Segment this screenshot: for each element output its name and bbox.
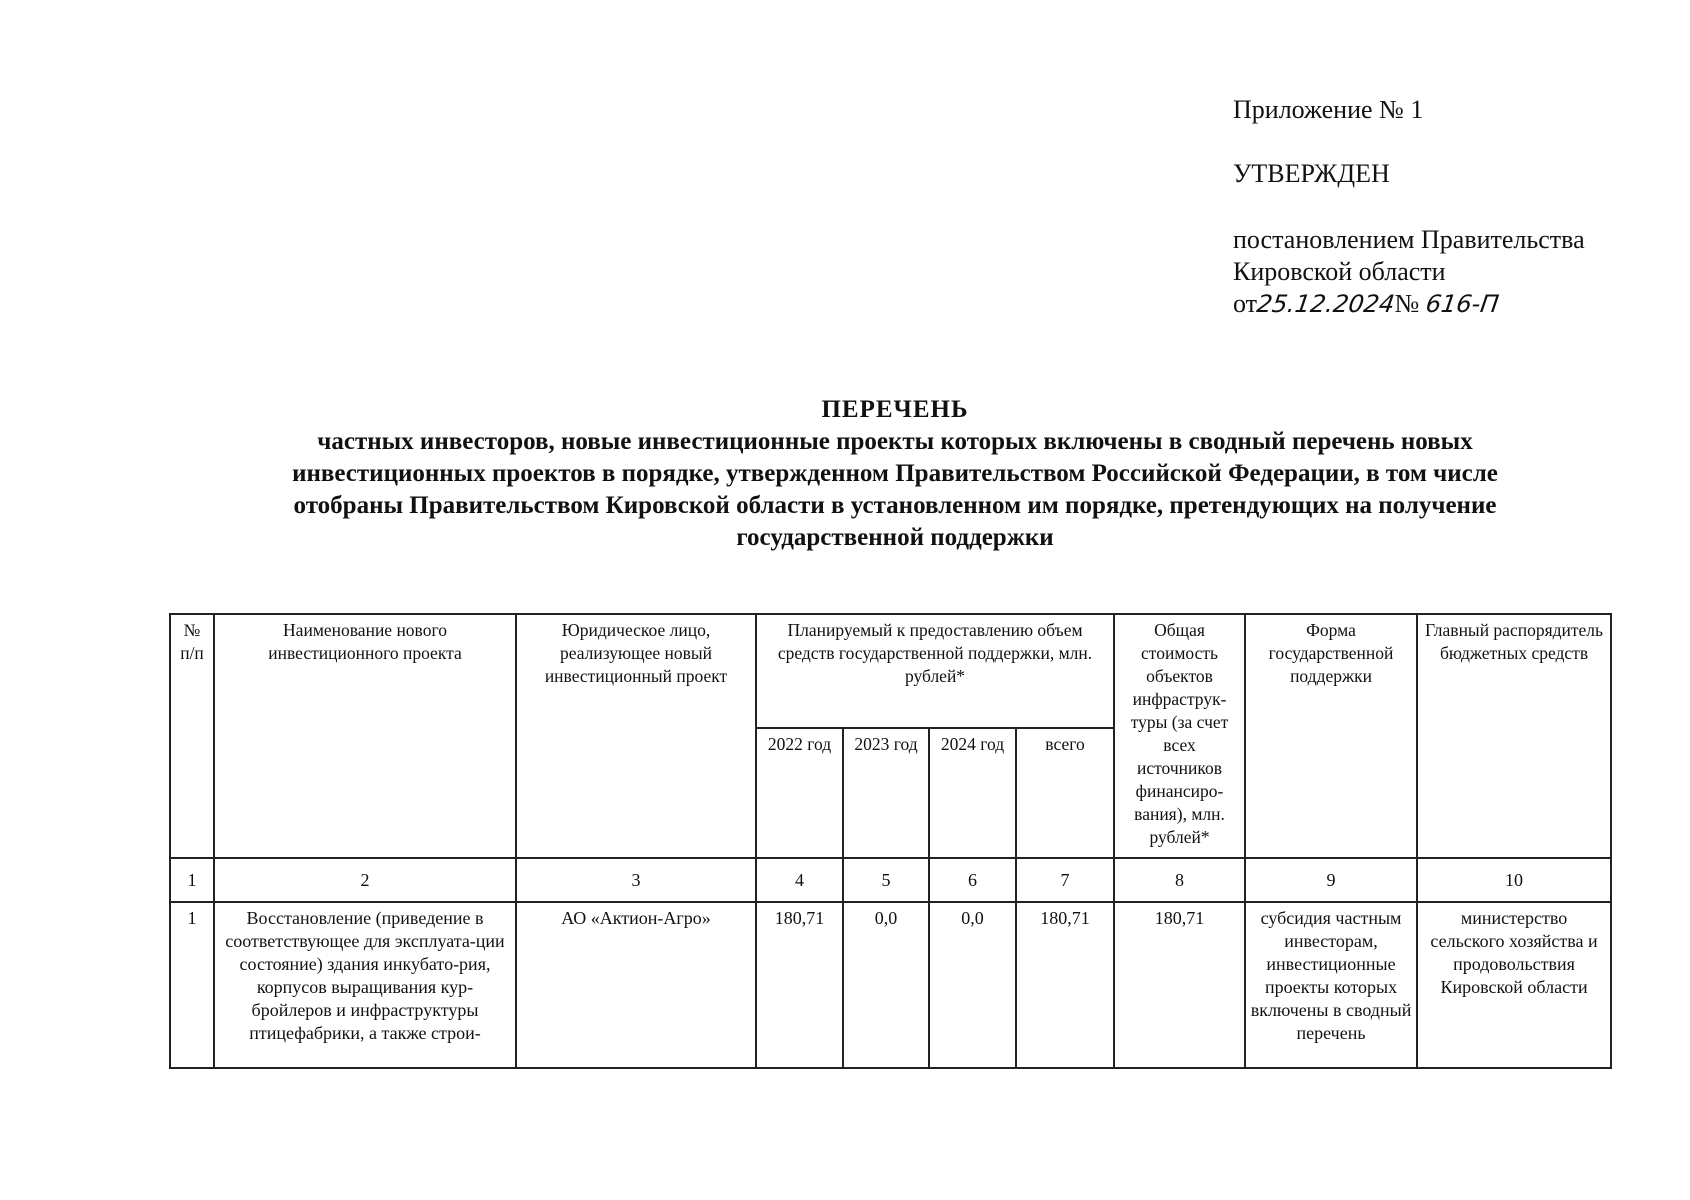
header-planned-support: Планируемый к предоставлению объем средств государственной поддержки, млн. рублей* [756, 614, 1114, 728]
column-number-row [170, 858, 1611, 902]
header-year-2022: 2022 год [756, 728, 843, 858]
approved-label: УТВЕРЖДЕН [1233, 159, 1390, 188]
amount-2023-cell: 0,0 [843, 902, 929, 1068]
decree-date: 25.12.2024 [1255, 290, 1397, 318]
approved-by-line1: постановлением Правительства [1233, 225, 1585, 254]
title-line-2: инвестиционных проектов в порядке, утвержденном Правительством Российской Федерации, в том числе [292, 460, 1498, 487]
approved-by-line2: Кировской области [1233, 257, 1446, 286]
column-number: 9 [1245, 858, 1417, 902]
legal-entity-cell: АО «Актион-Агро» [516, 902, 756, 1068]
header-support-form: Форма государственной поддержки [1245, 614, 1417, 858]
decree-date-number [1233, 288, 1585, 320]
budget-manager-cell: министерство сельского хозяйства и продовольствия Кировской области [1417, 902, 1611, 1068]
infra-cost-cell: 180,71 [1114, 902, 1245, 1068]
column-number: 6 [929, 858, 1016, 902]
header-num: № п/п [170, 614, 214, 858]
amount-total-cell: 180,71 [1016, 902, 1114, 1068]
title-heading: ПЕРЕЧЕНЬ [821, 396, 969, 423]
header-project-name: Наименование нового инвестиционного проекта [214, 614, 516, 858]
amount-2024-cell: 0,0 [929, 902, 1016, 1068]
column-number: 8 [1114, 858, 1245, 902]
column-number: 1 [170, 858, 214, 902]
title-line-4: государственной поддержки [736, 524, 1054, 551]
table-row [170, 902, 1611, 1068]
column-number: 5 [843, 858, 929, 902]
column-number: 3 [516, 858, 756, 902]
header-budget-manager: Главный распорядитель бюджетных средств [1417, 614, 1611, 858]
column-number: 2 [214, 858, 516, 902]
column-number: 7 [1016, 858, 1114, 902]
row-number: 1 [170, 902, 214, 1068]
amount-2022-cell: 180,71 [756, 902, 843, 1068]
investors-table [169, 613, 1612, 1069]
header-year-2023: 2023 год [843, 728, 929, 858]
number-prefix: № [1394, 289, 1420, 318]
support-form-cell: субсидия частным инвесторам, инвестиционные проекты которых включены в сводный перечень [1245, 902, 1417, 1068]
column-number: 4 [756, 858, 843, 902]
date-prefix: от [1233, 289, 1258, 318]
header-legal-entity: Юридическое лицо, реализующее новый инвестиционный проект [516, 614, 756, 858]
document-title [190, 394, 1600, 554]
project-name-cell: Восстановление (приведение в соответствующее для эксплуата-ции состояние) здания инкубато-рия, корпусов выращивания кур-бройлеров и инфраструктуры птицефабрики, а также строи- [214, 902, 516, 1068]
approval-block [1233, 94, 1585, 320]
column-number: 10 [1417, 858, 1611, 902]
header-year-2024: 2024 год [929, 728, 1016, 858]
title-line-1: частных инвесторов, новые инвестиционные проекты которых включены в сводный перечень новых [317, 428, 1473, 455]
title-line-3: отобраны Правительством Кировской области в установленном им порядке, претендующих на получение [293, 492, 1497, 519]
header-row-top [170, 614, 1611, 728]
appendix-label: Приложение № 1 [1233, 95, 1424, 124]
header-total: всего [1016, 728, 1114, 858]
header-infra-cost: Общая стоимость объектов инфраструк-туры (за счет всех источников финансиро-вания), млн. рублей* [1114, 614, 1245, 858]
decree-number: 616-П [1423, 290, 1501, 318]
